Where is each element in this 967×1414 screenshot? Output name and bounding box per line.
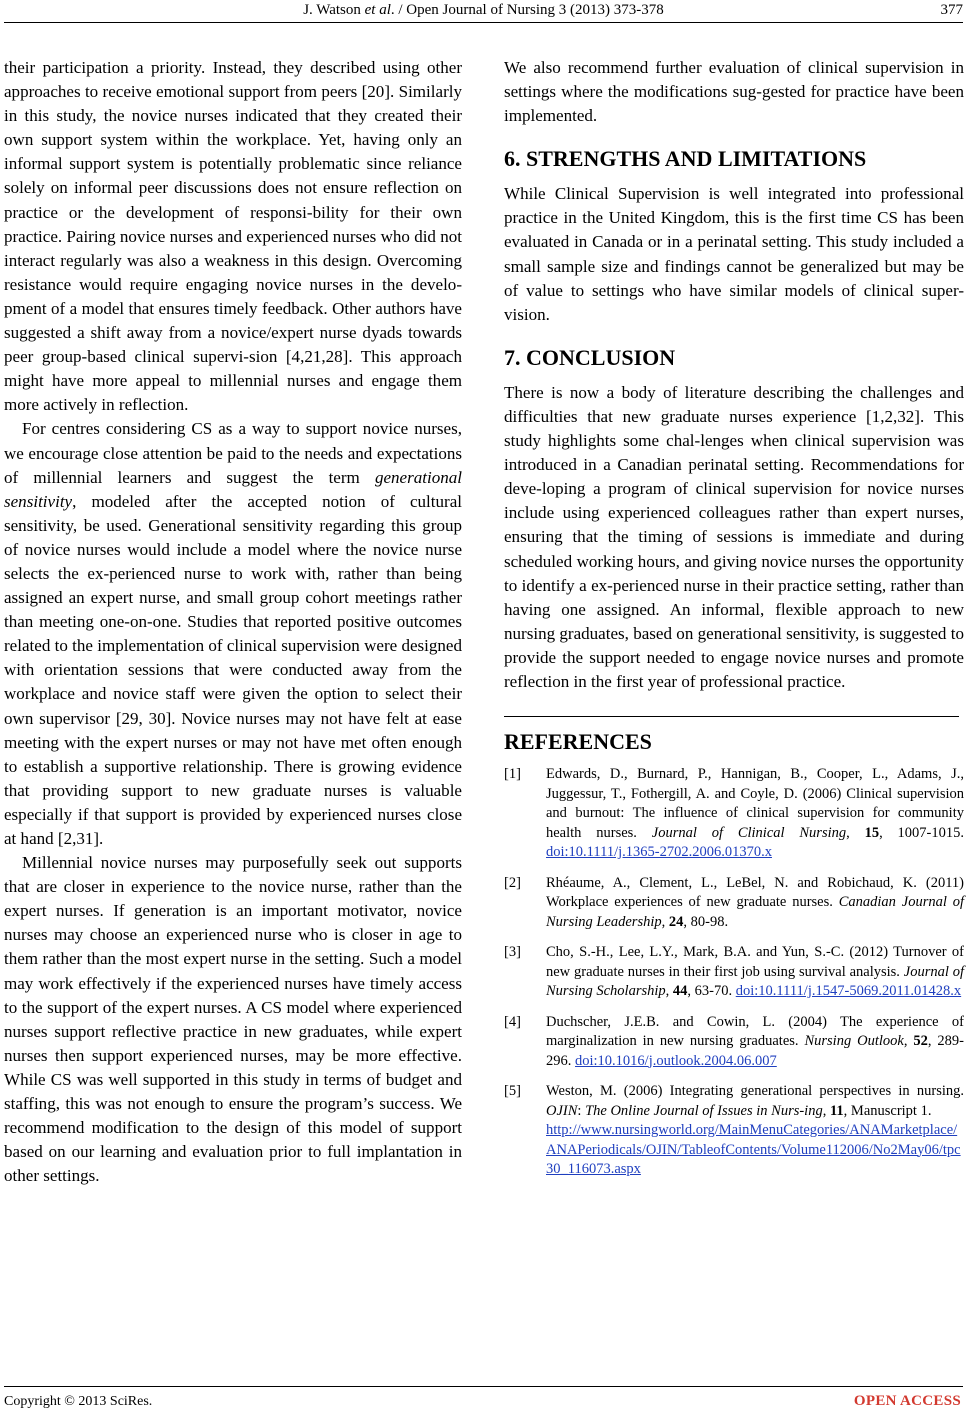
reference-volume: 44: [672, 983, 688, 1000]
paragraph: Millennial novice nurses may purposefully seek out supports that are closer in experience to the novice nurse, rather than the expert nurses. If generation is an important motivator, novice nurses may choose an experienced nurse who is closer in age to them rather than the most expert nurse in the setting. Such a model may work effectively if the experienced nurses have timely access to the support of the expert nurses. A CS model where experienced nurses support reflective practice in new graduates, while expert nurses then support experienced nurses, may be more effective. While CS was well supported in this study in terms of budget and staffing, this was not enough to ensure the program’s success. We recommend modification to the design of this model of support based on our learning and evaluation prior to full implantation in other settings.: [4, 853, 462, 1186]
reference-journal-abbrev: OJIN: [546, 1102, 578, 1119]
reference-volume: 15: [864, 824, 880, 841]
running-title: [0, 2, 967, 19]
copyright-notice: Copyright © 2013 SciRes.: [4, 1394, 153, 1409]
section-heading-strengths: 6. STRENGTHS AND LIMITATIONS: [504, 146, 867, 172]
right-column: [504, 56, 964, 1191]
paragraph: There is now a body of literature describing the challenges and difficulties that new graduate nurses experience [1,2,32]. This study highlights some chal-lenges when clinical supervision was introduced in a Canadian perinatal setting. Recommendations for deve-loping a program of clinical supervision for novice nurses include using experienced colleagues rather than expert nurses, ensuring that the timing of sessions is immediate and during scheduled working hours, and giving novice nurses the opportunity to identify a ex-perienced nurse in their practice setting, rather than having one assigned. An informal, flexible approach to new nursing graduates, based on generational sensitivity, is suggested to provide the support needed to engage novice nurses and promote reflection in the first year of professional practice.: [504, 382, 964, 691]
reference-journal: Journal of Nursing Scholarship: [546, 963, 964, 1000]
references-divider: [504, 716, 959, 717]
running-header: [0, 0, 967, 24]
reference-separator: ,: [665, 983, 673, 1000]
reference-item: [504, 1013, 964, 1072]
reference-item: [504, 874, 964, 933]
section-heading-conclusion: 7. CONCLUSION: [504, 344, 676, 370]
reference-volume: 11: [829, 1102, 844, 1119]
reference-doi-link[interactable]: doi:10.1016/j.outlook.2004.06.007: [575, 1052, 777, 1069]
emphasized-term: generational sensitivity: [4, 467, 462, 511]
reference-number: [5]: [504, 1083, 521, 1100]
reference-text: Rhéaume, A., Clement, L., LeBel, N. and Robichaud, K. (2011) Workplace experiences of new graduate nurses.: [546, 874, 964, 911]
open-access-badge: OPEN ACCESS: [853, 1393, 961, 1409]
paragraph: We also recommend further evaluation of clinical supervision in settings where the modifications sug-gested for practice have been implemented.: [504, 58, 964, 126]
paragraph-text: For centres considering CS as a way to support novice nurses, we encourage close attention be paid to the needs and expectations of millennial learners and suggest the term: [4, 419, 462, 487]
reference-pages: , 63-70.: [687, 983, 736, 1000]
paragraph-text: , modeled after the accepted notion of cultural sensitivity, be used. Generational sensitivity regarding this group of novice nurses would include a model where the novice nurse selects the ex-perienced nurse to work with, rather than being assigned an expert nurse, and small group cohort meetings rather than meeting one-on-one. Studies that reported positive outcomes related to the implementation of clinical supervision were designed with orientation sessions that were conducted away from the workplace and novice staff were given the option to select their own supervisor [29, 30]. Novice nurses may not have felt at ease meeting with the expert nurses or may not have met often enough to establish a supportive relationship. There is growing evidence that providing support to new graduate nurses is valuable especially if that support is provided by experienced nurses close at hand [2,31].: [4, 491, 462, 848]
reference-number: [4]: [504, 1013, 521, 1030]
reference-item: [504, 1082, 964, 1180]
reference-journal: Canadian Journal of Nursing Leadership: [546, 894, 964, 930]
reference-number: [2]: [504, 874, 521, 891]
running-journal: . / Open Journal of Nursing 3 (2013) 373-378: [390, 2, 664, 18]
reference-separator: ,: [846, 824, 865, 841]
reference-journal: Journal of Clinical Nursing: [651, 824, 847, 841]
reference-text: Edwards, D., Burnard, P., Hannigan, B., Cooper, L., Adams, J., Juggessur, T., Fothergill, A. and Coyle, D. (2006) Clinical supervision and burnout: The influence of clinical supervision for community health nurses.: [546, 766, 964, 841]
reference-pages: , 80-98.: [683, 913, 729, 930]
paragraph: While Clinical Supervision is well integrated into professional practice in the United Kingdom, this is the first time CS has been evaluated in Canada or in a perinatal setting. This study included a small sample size and findings cannot be generalized but may be of value to settings who have similar models of clinical super-vision.: [504, 184, 964, 324]
reference-journal: Nursing Outlook: [804, 1033, 904, 1050]
reference-pages: , 1007-1015.: [879, 824, 965, 841]
paragraph: their participation a priority. Instead, they described using other approaches to receive emotional support from peers [20]. Similarly in this study, the novice nurses indicated that they created their own support system within the workplace. Yet, having only an informal support system is potentially problematic since reliance solely on informal peer discussions does not ensure reflection on practice or the development of responsi-bility for their own practice. Pairing novice nurses and experienced nurses who did not interact regularly was also a weakness in this design. Overcoming resistance would require engaging novice nurses in the develo-pment of a model that ensures timely feedback. Other authors have suggested a shift away from a novice/expert nurse dyads towards peer group-based clinical supervi-sion [4,21,28]. This approach might have more appeal to millennial nurses and engage them more actively in reflection.: [4, 58, 462, 415]
reference-item: [504, 765, 964, 863]
page-number: 377: [940, 2, 963, 18]
reference-doi-link[interactable]: doi:10.1111/j.1365-2702.2006.01370.x: [546, 844, 772, 861]
reference-number: [1]: [504, 766, 521, 783]
reference-volume: 24: [668, 913, 684, 930]
left-column: [4, 56, 462, 1188]
header-rule: [4, 22, 963, 23]
reference-separator: :: [577, 1102, 586, 1119]
footer-rule: [4, 1386, 963, 1387]
running-authors: J. Watson: [303, 2, 365, 18]
reference-url-link[interactable]: http://www.nursingworld.org/MainMenuCategories/ANAMarketplace/ANAPeriodicals/OJIN/TableofContents/Volume112006/No2May06/tpc30_116073.aspx: [546, 1122, 961, 1178]
reference-text: Duchscher, J.E.B. and Cowin, L. (2004) The experience of marginalization in new nursing graduates.: [546, 1013, 964, 1050]
reference-journal: The Online Journal of Issues in Nurs-ing: [585, 1102, 823, 1119]
reference-item: [504, 943, 964, 1002]
references-heading: REFERENCES: [504, 729, 652, 755]
reference-separator: ,: [661, 913, 669, 930]
reference-pages: , 289-296.: [546, 1033, 964, 1069]
reference-volume: 52: [913, 1033, 928, 1050]
reference-separator: ,: [903, 1033, 914, 1050]
reference-separator: ,: [822, 1102, 830, 1119]
reference-list: [504, 765, 964, 1180]
reference-number: [3]: [504, 944, 521, 961]
running-etal: et al: [364, 2, 391, 18]
page-footer: [0, 1382, 967, 1412]
reference-pages: , Manuscript 1.: [843, 1102, 932, 1119]
reference-text: Cho, S.-H., Lee, L.Y., Mark, B.A. and Yun, S.-C. (2012) Turnover of new graduate nurses in their first job using survival analysis.: [546, 944, 964, 980]
reference-text: Weston, M. (2006) Integrating generational perspectives in nursing.: [546, 1083, 964, 1100]
paragraph: [4, 417, 462, 851]
reference-doi-link[interactable]: doi:10.1111/j.1547-5069.2011.01428.x: [735, 983, 962, 1000]
